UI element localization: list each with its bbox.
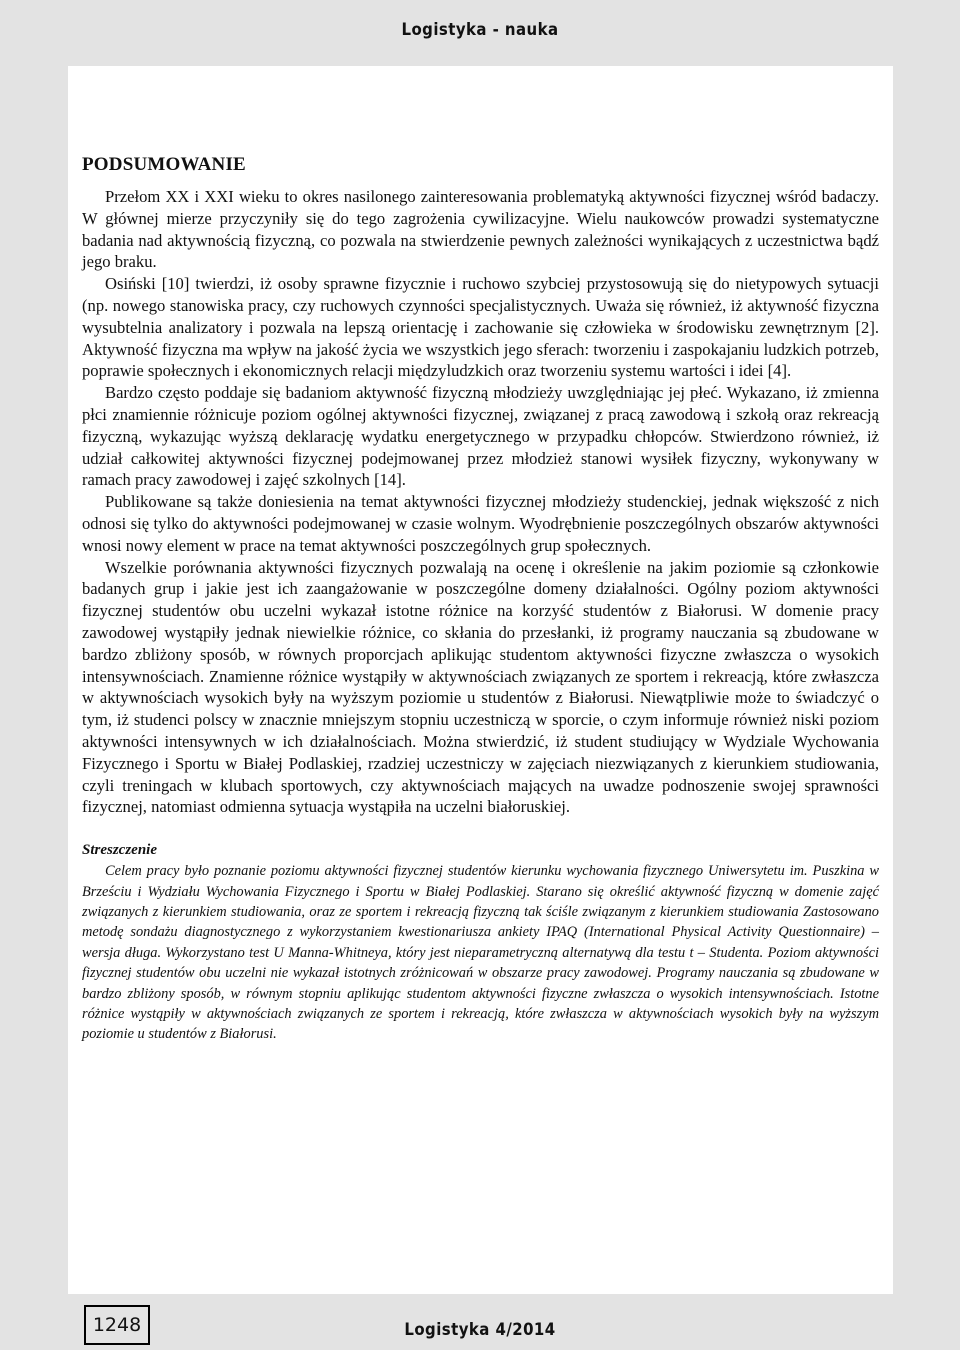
running-footer: Logistyka 4/2014	[404, 1320, 556, 1340]
paragraph: Przełom XX i XXI wieku to okres nasilonego zainteresowania problematyką aktywności fizycznej wśród badaczy. W głównej mierze przyczyniły się do tego zagrożenia cywilizacyjne. Wielu naukowców prowadzi systematyczne badania nad aktywnością fizyczną, co pozwala na stwierdzenie pewnych zależności wynikających z uczestnictwa bądź jego braku.	[82, 187, 879, 272]
running-header: Logistyka - nauka	[401, 20, 559, 40]
page-content	[68, 66, 893, 1294]
body-text	[82, 186, 879, 818]
section-title: PODSUMOWANIE	[82, 154, 246, 175]
paragraph: Wszelkie porównania aktywności fizycznych pozwalają na ocenę i określenie na jakim poziomie są członkowie badanych grup i jakie jest ich zaangażowanie w poszczególne domeny działalności. Ogólny poziom aktywności fizycznej studentów obu uczelni wykazał istotne różnice na korzyść studentów z Białorusi. W domenie pracy zawodowej wystąpiły jednak niewielkie różnice, co skłania do przesłanki, iż programy nauczania są zbudowane w bardzo zbliżony sposób, w równych proporcjach aplikując studentom aktywności fizyczne zwłaszcza o wysokich intensywnościach. Znamienne różnice wystąpiły w aktywnościach związanych ze sportem i rekreacją, które zwłaszcza w aktywnościach wysokich były na wyższym poziomie u studentów z Białorusi. Niewątpliwie może to świadczyć o tym, iż studenci polscy w znacznie mniejszym stopniu uczestniczą w sporcie, o czym informuje również niski poziom aktywności intensywnych w ich działalnościach. Można stwierdzić, iż student studiujący w Wydziale Wychowania Fizycznego i Sportu w Białej Podlaskiej, rzadziej uczestniczy w zajęciach niezwiązanych z kierunkiem studiowania, czyli treningach w klubach sportowych, czy aktywnościach mających na uwadze podnoszenie swojej sprawności fizycznej, natomiast odmienna sytuacja wystąpiła na uczelni białoruskiej.	[82, 557, 879, 817]
abstract-section	[82, 842, 879, 1045]
paragraph: Osiński [10] twierdzi, iż osoby sprawne fizycznie i ruchowo szybciej przystosowują się do nietypowych sytuacji (np. nowego stanowiska pracy, czy ruchowych czynności specjalistycznych. Uważa się również, iż aktywność fizyczna wysubtelnia analizatory i pozwala na lepszą orientację i zachowanie się człowieka w środowisku zewnętrznym [2]. Aktywność fizyczna ma wpływ na jakość życia we wszystkich jego sferach: tworzeniu i zaspokajaniu ludzkich potrzeb, poprawie społecznych i ekonomicznych relacji międzyludzkich oraz tworzeniu systemu wartości i idei [4].	[82, 274, 879, 381]
paragraph: Bardzo często poddaje się badaniom aktywność fizyczną młodzieży uwzględniając jej płeć. Wykazano, iż zmienna płci znamiennie różnicuje poziom ogólnej aktywności fizycznej, związanej z pracą zawodową i szkołą oraz rekreacją fizyczną, wykazując wyższą deklarację wydatku energetycznego w przypadku chłopców. Stwierdzono również, iż udział całkowitej aktywności fizycznej podejmowanej przez młodzież stanowi wysiłek fizyczny, wykonywany w ramach pracy zawodowej i zajęć szkolnych [14].	[82, 383, 879, 490]
abstract-text: Celem pracy było poznanie poziomu aktywności fizycznej studentów kierunku wychowania fizycznego Uniwersytetu im. Puszkina w Brześciu i Wydziału Wychowania Fizycznego i Sportu w Białej Podlaskiej. Starano się określić aktywność fizyczną w domenie zajęć związanych z kierunkiem studiowania, oraz ze sportem i rekreacją fizyczną tak ściśle związanym z kierunkiem studiowania Zastosowano metodę sondażu diagnostycznego z wykorzystaniem kwestionariusza ankiety IPAQ (International Physical Activity Questionnaire) – wersja długa. Wykorzystano test U Manna-Whitneya, który jest nieparametryczną alternatywą dla testu t – Studenta. Poziom aktywności fizycznej studentów obu uczelni nie wykazał istotnych zróżnicowań w obszarze pracy zawodowej. Programy nauczania są zbudowane w bardzo zbliżony sposób, w równym stopniu aplikując studentom aktywności fizyczne zwłaszcza o wysokich intensywnościach. Istotne różnice wystąpiły w aktywnościach związanych ze sportem i rekreacją, które zwłaszcza w aktywnościach wysokich były na wyższym poziomie u studentów z Białorusi.	[82, 863, 879, 1043]
page-number: 1248	[84, 1305, 150, 1345]
paragraph: Publikowane są także doniesienia na temat aktywności fizycznej młodzieży studenckiej, jednak większość z nich odnosi się tylko do aktywności podejmowanej w czasie wolnym. Wyodrębnienie poszczególnych obszarów aktywności wnosi nowy element w prace na temat aktywności poszczególnych grup społecznych.	[82, 492, 879, 555]
abstract-title: Streszczenie	[82, 842, 157, 859]
